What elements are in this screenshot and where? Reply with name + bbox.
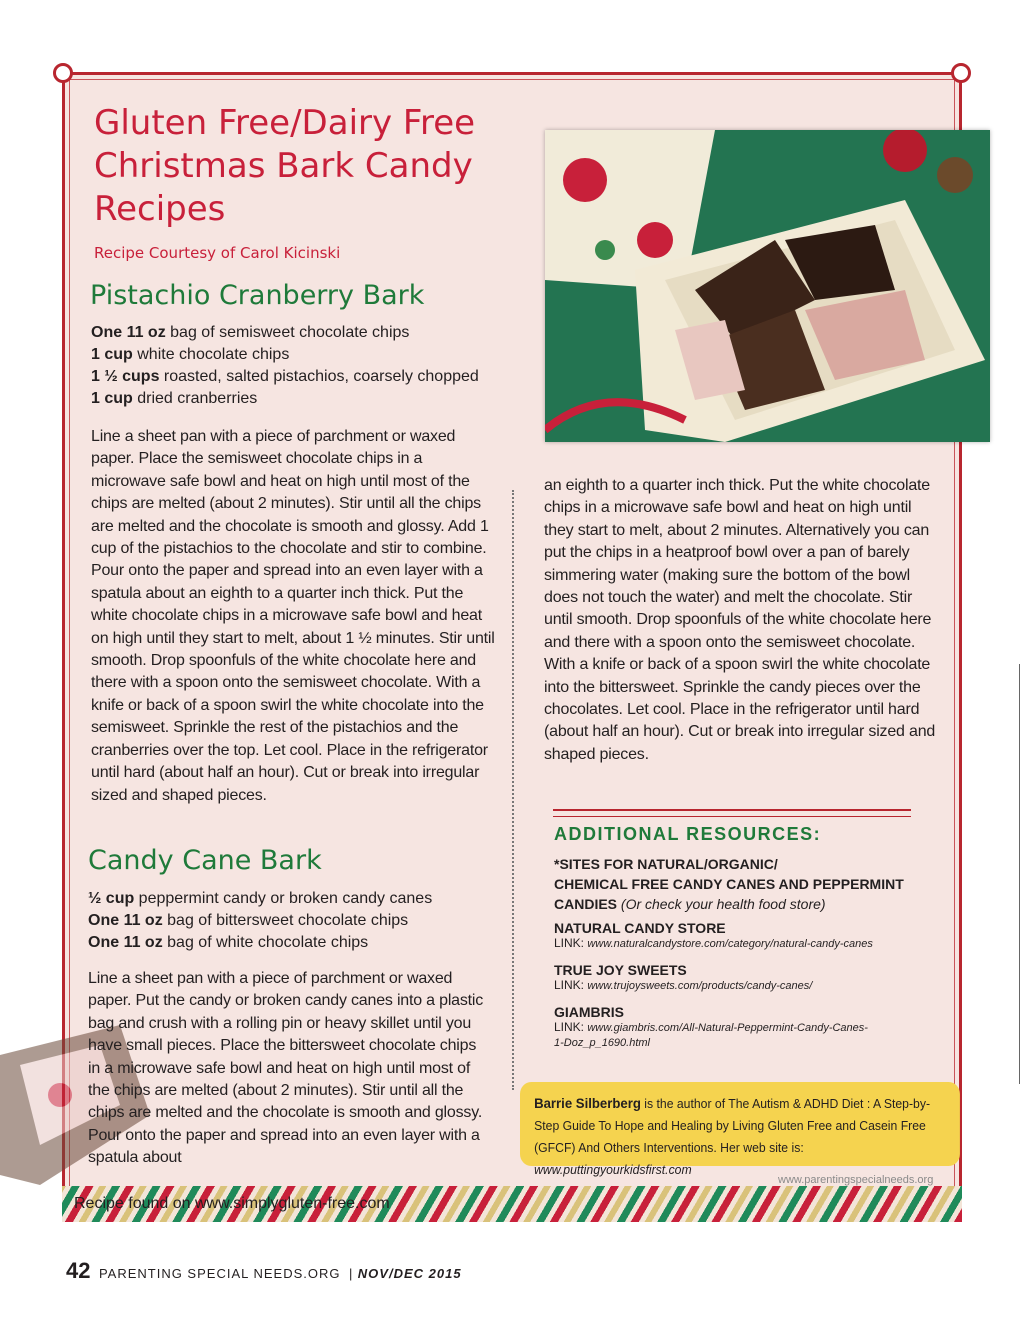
recipe-courtesy: Recipe Courtesy of Carol Kicinski — [94, 244, 341, 262]
resource-link[interactable]: www.naturalcandystore.com/category/natural-candy-canes — [587, 938, 873, 950]
ingredient-item: ½ cup peppermint candy or broken candy canes — [88, 890, 433, 907]
recipe2-ingredients — [88, 888, 432, 954]
ingredient-item: 1 cup dried cranberries — [91, 390, 258, 407]
resource-link[interactable]: www.trujoysweets.com/products/candy-canes/ — [587, 980, 813, 992]
page-title: Gluten Free/Dairy Free Christmas Bark Candy Recipes — [94, 103, 476, 229]
bark-candy-photo — [545, 130, 990, 442]
author-bio-box — [520, 1082, 960, 1177]
author-bio: is the author of The Autism & ADHD Diet : A Step-by-Step Guide To Hope and Healing by Living Gluten Free and Casein Free (GFCF) And Others Interventions. Her web site is: — [534, 1096, 931, 1155]
resource-true-joy-sweets: TRUE JOY SWEETS LINK: www.trujoysweets.com/products/candy-canes/ — [554, 962, 813, 992]
recipe1-ingredients — [91, 322, 479, 410]
issue-date: NOV/DEC 2015 — [357, 1266, 462, 1281]
recipe2-heading: Candy Cane Bark — [88, 845, 322, 876]
recipe2-directions: Line a sheet pan with a piece of parchment or waxed paper. Put the candy or broken candy canes into a plastic bag and crush with a rolling pin or heavy skillet until you have small pieces. Place the bittersweet chocolate chips in a microwave safe bowl and heat on high until most of the chips are melted (about 2 minutes). Stir until all the chips are melted and the chocolate is smooth and glossy. Pour onto the paper and spread into an even layer with a spatula about — [88, 970, 484, 1167]
column-divider — [512, 490, 514, 1090]
author-name: Barrie Silberberg — [534, 1095, 641, 1111]
resource-giambris: GIAMBRIS LINK: www.giambris.com/All-Natural-Peppermint-Candy-Canes-1-Doz_p_1690.html — [554, 1004, 868, 1049]
recipe1-heading: Pistachio Cranberry Bark — [90, 280, 425, 311]
ingredient-item: One 11 oz bag of semisweet chocolate chips — [91, 324, 410, 341]
resource-natural-candy-store: NATURAL CANDY STORE LINK: www.naturalcandystore.com/category/natural-candy-canes — [554, 920, 873, 950]
page-number: 42 — [66, 1258, 91, 1283]
ingredient-item: 1 cup white chocolate chips — [91, 346, 290, 363]
recipe2-directions-continued: an eighth to a quarter inch thick. Put the white chocolate chips in a microwave safe bowl and heat on high until they start to melt, about 2 minutes. Alternatively you can put the chips in a heatproof bowl over a pan of barely simmering water (making sure the bottom of the bowl does not touch the water) and melt the chocolate. Stir until smooth. Drop spoonfuls of the white chocolate here and there with a spoon onto the semisweet chocolate. With a knife or back of a spoon swirl the white chocolate into the bittersweet. Sprinkle the candy pieces over the chocolates. Let cool. Place in the refrigerator until hard (about half an hour). Cut or break into irregular sized and shaped pieces. — [544, 477, 936, 763]
frame-corner-ornament — [951, 63, 971, 83]
resources-heading: ADDITIONAL RESOURCES: — [554, 824, 822, 844]
recipe-source: Recipe found on www.simplygluten-free.com — [74, 1195, 390, 1212]
page-footer — [66, 1258, 462, 1284]
resources-sites: *SITES FOR NATURAL/ORGANIC/ CHEMICAL FREE CANDY CANES AND PEPPERMINT CANDIES (Or check your health food store) — [554, 856, 904, 912]
author-website-link[interactable]: www.puttingyourkidsfirst.com — [534, 1162, 692, 1177]
ingredient-item: 1 ½ cups roasted, salted pistachios, coarsely chopped — [91, 368, 479, 385]
page-edge-line — [1019, 664, 1020, 1084]
resources-divider — [553, 809, 911, 817]
footer-separator: | — [348, 1266, 354, 1281]
magazine-name: PARENTING SPECIAL NEEDS.ORG — [98, 1266, 341, 1281]
ingredient-item: One 11 oz bag of white chocolate chips — [88, 934, 369, 951]
resource-link[interactable]: www.giambris.com/All-Natural-Peppermint-Candy-Canes-1-Doz_p_1690.html — [554, 1022, 868, 1049]
frame-corner-ornament — [53, 63, 73, 83]
ingredient-item: One 11 oz bag of bittersweet chocolate chips — [88, 912, 409, 929]
recipe1-directions: Line a sheet pan with a piece of parchment or waxed paper. Place the semisweet chocolate chips in a microwave safe bowl and heat on high until most of the chips are melted (about 2 minutes). Stir until all the chips are melted and the chocolate is smooth and glossy. Add 1 cup of the pistachios to the chocolate and stir to combine. Pour onto the paper and spread into an even layer with a spatula about an eighth to a quarter inch thick. Put the white chocolate chips in a microwave safe bowl and heat on high until they start to melt, about 1 ½ minutes. Stir until smooth. Drop spoonfuls of the white chocolate here and there with a spoon onto the semisweet chocolate. With a knife or back of a spoon swirl the white chocolate into the semisweet. Sprinkle the rest of the pistachios and the cranberries over the top. Let cool. Place in the refrigerator until hard (about half an hour). Cut or break into irregular sized and shaped pieces. — [91, 428, 495, 804]
website-watermark: www.parentingspecialneeds.org — [778, 1174, 934, 1186]
